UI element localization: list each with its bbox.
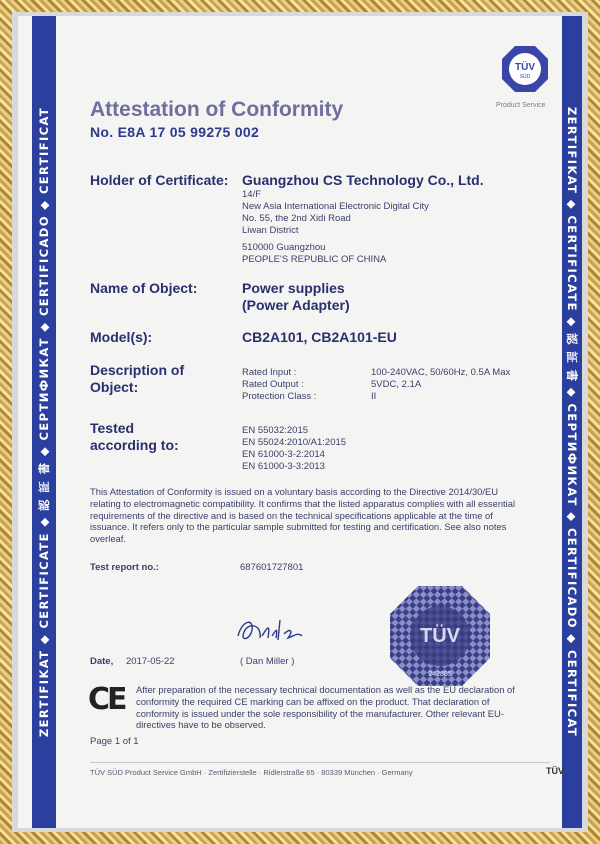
- date-value: 2017-05-22: [126, 656, 175, 667]
- description-label-line1: Description of: [90, 362, 185, 378]
- standards-list: [242, 425, 346, 473]
- tuv-logo-sub: SÜD: [519, 74, 531, 80]
- address-line: 510000 Guangzhou: [242, 242, 326, 253]
- tuv-hologram-seal: [388, 584, 492, 688]
- standard-item: EN 55032:2015: [242, 425, 309, 436]
- models-label: Model(s):: [90, 329, 153, 345]
- side-strip-left: [32, 16, 56, 828]
- tuv-logo-icon: [500, 44, 550, 94]
- tested-label: [90, 420, 179, 454]
- standard-item: EN 61000-3-3:2013: [242, 461, 325, 472]
- description-keys: [242, 367, 316, 403]
- certificate-number: No. E8A 17 05 99275 002: [90, 124, 260, 140]
- side-strip-left-text: ZERTIFIKAT ◆ CERTIFICATE ◆ 認 証 書 ◆ СЕРТИФИКАТ ◆ CERTIFICADO ◆ CERTIFICAT: [37, 106, 51, 738]
- object-label: Name of Object:: [90, 280, 198, 296]
- page-indicator: Page 1 of 1: [90, 736, 139, 747]
- product-service-label: Product Service: [496, 102, 546, 109]
- tested-label-line1: Tested: [90, 420, 135, 436]
- rated-input-value: 100-240VAC, 50/60Hz, 0.5A Max: [371, 367, 511, 378]
- rated-output-value: 5VDC, 2.1A: [371, 379, 422, 390]
- ce-statement: After preparation of the necessary technical documentation as well as the EU declaration of conformity the required CE marking can be affixed on the product. That declaration of conformity is issued under the sole responsibility of the manufacturer. Other relevant EU-directives have to be observed.: [136, 684, 515, 731]
- tuv-logo-text: TÜV: [515, 62, 535, 73]
- side-strip-right: [562, 16, 582, 828]
- ce-mark: CE: [88, 682, 125, 717]
- description-label-line2: Object:: [90, 379, 139, 395]
- standard-item: EN 55024:2010/A1:2015: [242, 437, 347, 448]
- side-strip-right-text: ZERTIFIKAT ◆ CERTIFICATE ◆ 認 証 書 ◆ СЕРТИФИКАТ ◆ CERTIFICADO ◆ CERTIFICAT: [565, 106, 579, 738]
- description-values: [371, 367, 510, 403]
- description-label: [90, 362, 184, 396]
- rated-output-key: Rated Output :: [242, 379, 304, 390]
- test-report-label: Test report no.:: [90, 562, 159, 573]
- signature-icon: [232, 614, 312, 648]
- object-value-line1: Power supplies: [242, 280, 345, 296]
- models-value: CB2A101, CB2A101-EU: [242, 329, 397, 345]
- certificate-paper: [18, 16, 582, 828]
- rated-input-key: Rated Input :: [242, 367, 297, 378]
- holder-address: [242, 189, 429, 266]
- address-line: PEOPLE'S REPUBLIC OF CHINA: [242, 254, 387, 265]
- footer-address: TÜV SÜD Product Service GmbH · Zertifizierstelle · Ridlerstraße 65 · 80339 München · Germany: [90, 768, 413, 777]
- seal-text: TÜV: [420, 625, 460, 647]
- standard-item: EN 61000-3-2:2014: [242, 449, 325, 460]
- seal-number: 242805: [428, 671, 452, 678]
- tested-label-line2: according to:: [90, 437, 179, 453]
- object-value-line2: (Power Adapter): [242, 297, 350, 313]
- address-line: Liwan District: [242, 225, 299, 236]
- holder-label: Holder of Certificate:: [90, 172, 229, 188]
- footer-divider: [90, 762, 550, 763]
- protection-class-value: II: [371, 391, 377, 402]
- footer-tuv-logo: TÜV: [546, 766, 564, 776]
- holder-name: Guangzhou CS Technology Co., Ltd.: [242, 172, 484, 188]
- protection-class-key: Protection Class :: [242, 391, 317, 402]
- document-title: Attestation of Conformity: [90, 98, 344, 121]
- date-label: Date,: [90, 656, 114, 667]
- address-line: No. 55, the 2nd Xidi Road: [242, 213, 351, 224]
- address-line: 14/F: [242, 189, 262, 200]
- attestation-statement: This Attestation of Conformity is issued on a voluntary basis according to the Directive 2014/30/EU relating to electromagnetic compatibility. It confirms that the listed apparatus complies with all essential requirements of the directive and is based on the technical specifications applicable at the time of issuance. It refers only to the particular sample submitted for testing and certification. See also notes overleaf.: [90, 486, 516, 545]
- test-report-value: 687601727801: [240, 562, 304, 573]
- object-value: [242, 280, 350, 314]
- signer-name: ( Dan Miller ): [240, 656, 295, 667]
- address-line: New Asia International Electronic Digital City: [242, 201, 429, 212]
